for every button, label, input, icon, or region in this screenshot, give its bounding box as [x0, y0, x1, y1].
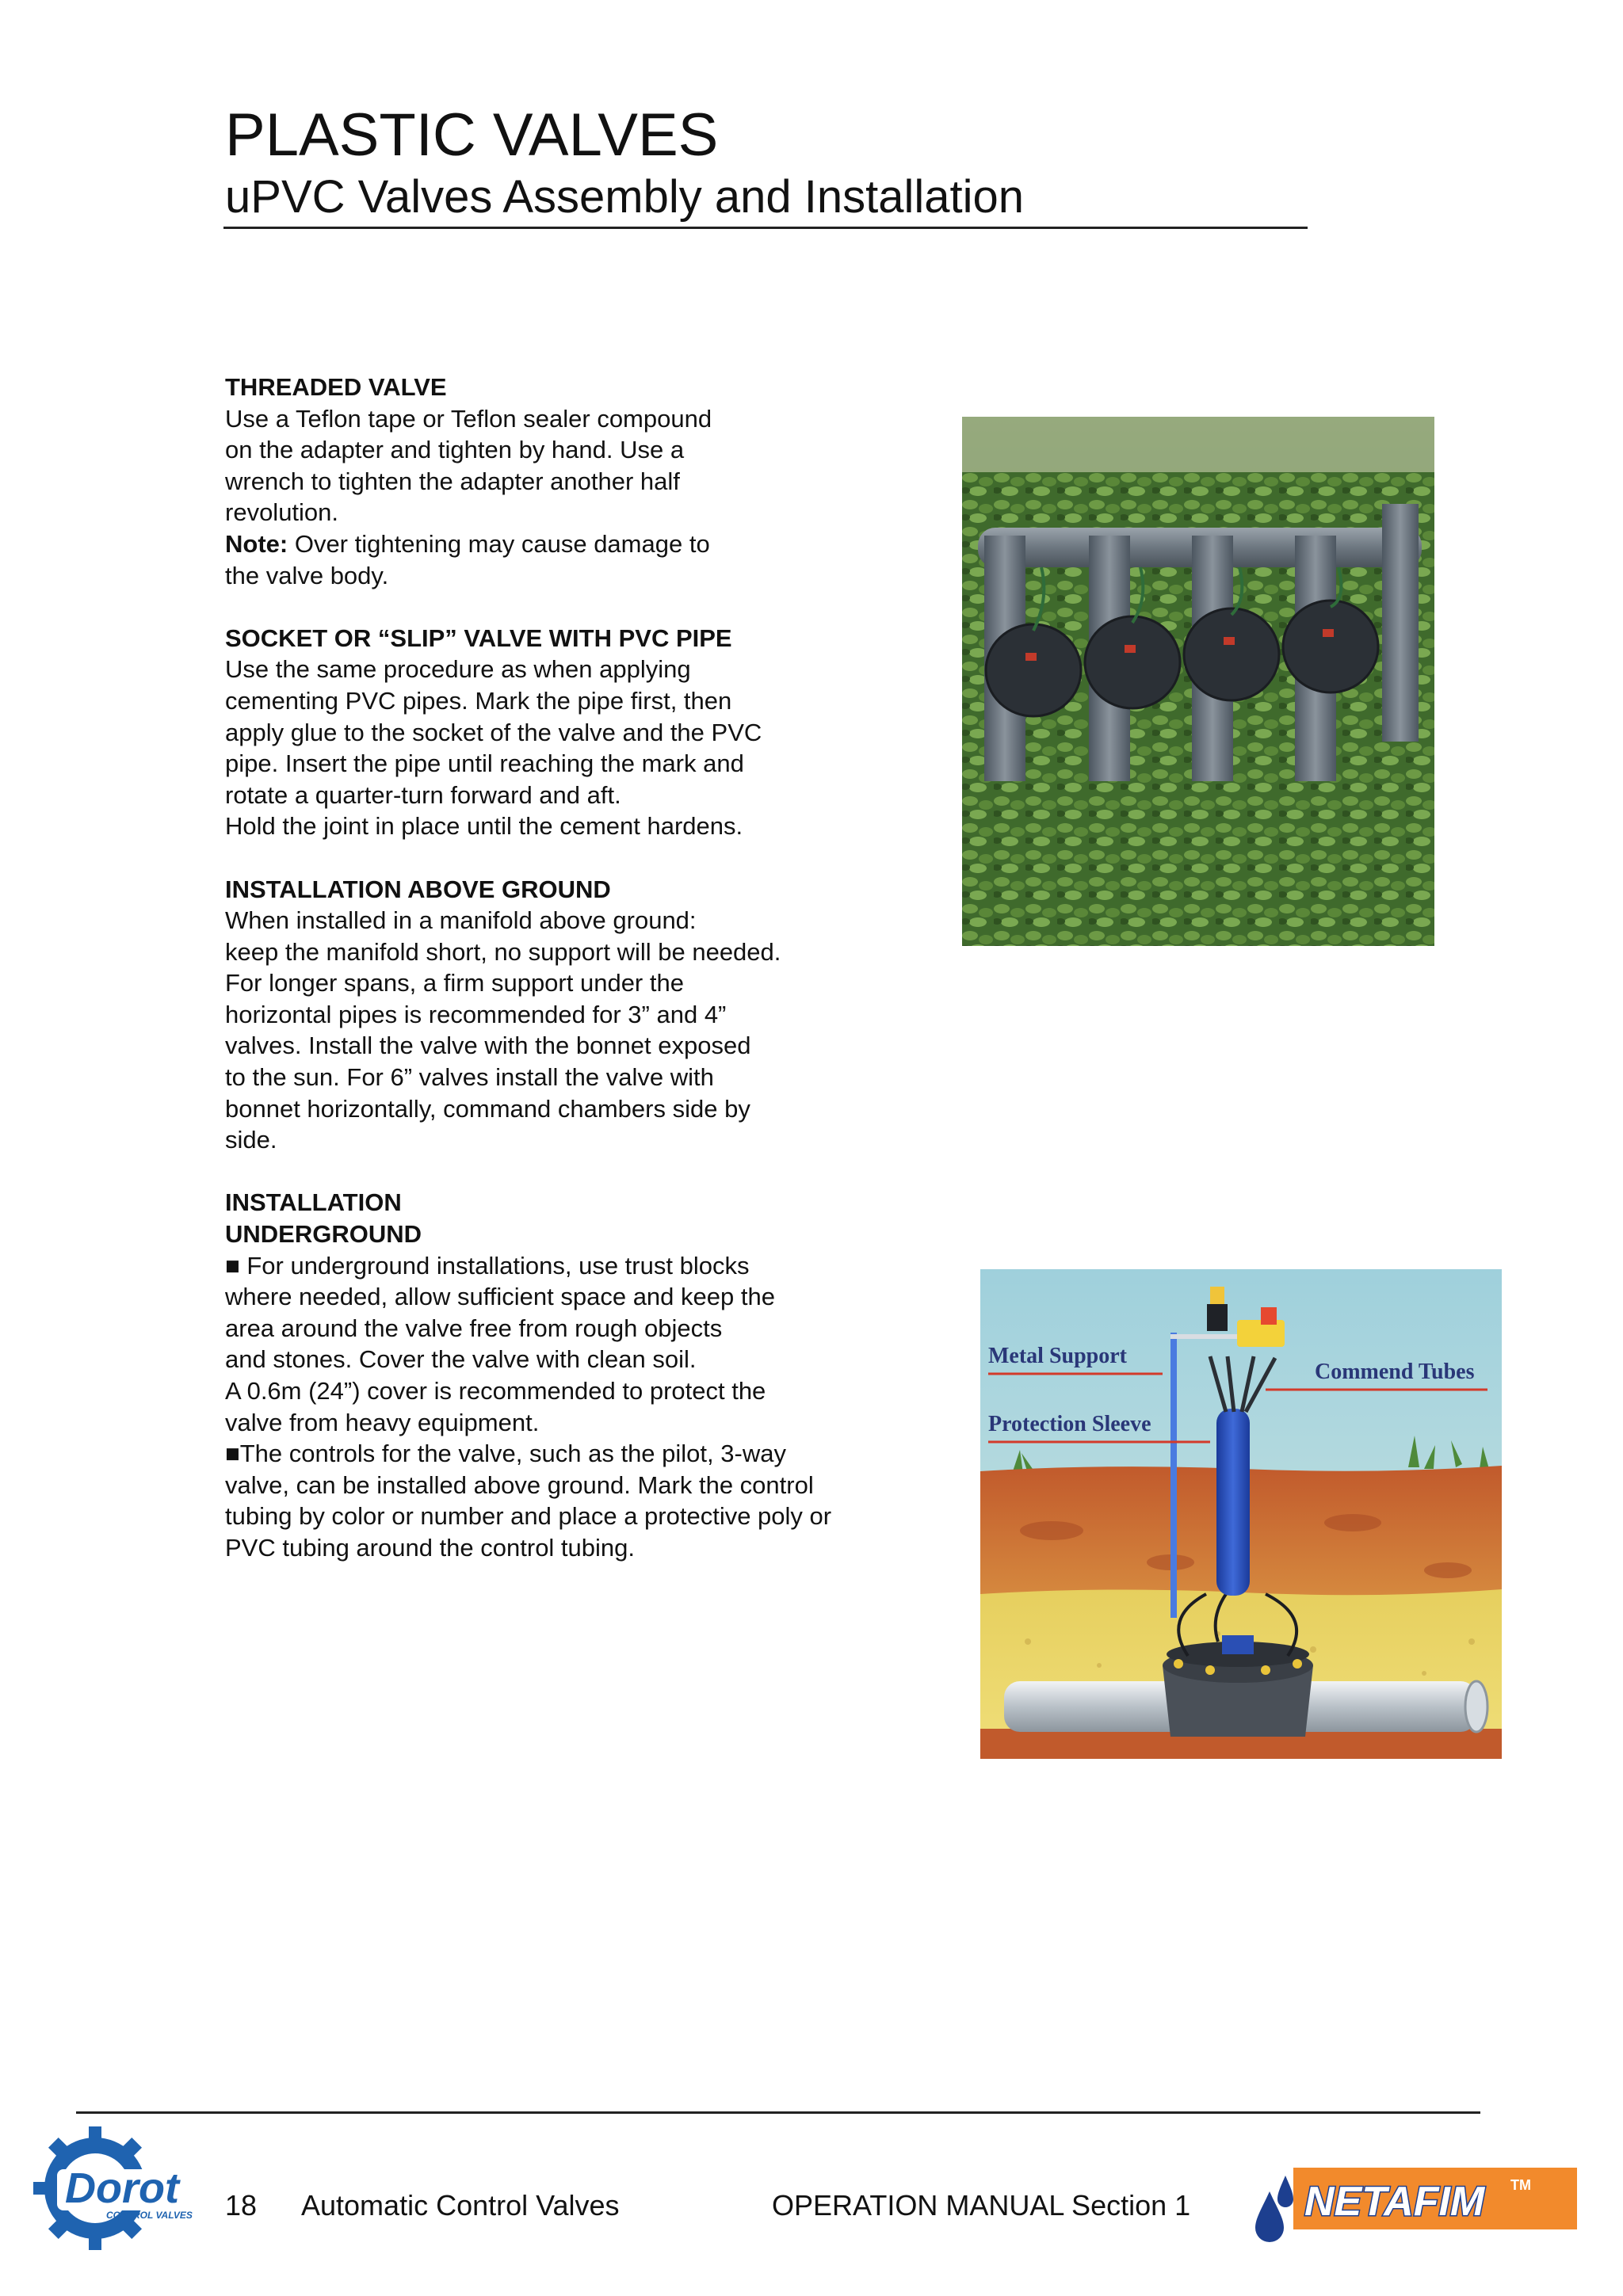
section-heading: INSTALLATION ABOVE GROUND: [225, 875, 611, 903]
small-water-drop-icon: [1277, 2176, 1293, 2207]
dorot-logo-subtext: CONTROL VALVES: [106, 2210, 193, 2221]
section-socket-valve: [225, 623, 938, 842]
section-threaded-valve: [225, 372, 938, 591]
netafim-trademark: TM: [1510, 2177, 1531, 2193]
dorot-logo: [33, 2125, 208, 2250]
footer-section-label: OPERATION MANUAL Section 1: [772, 2189, 1191, 2222]
valve-manifold-photo: [962, 417, 1434, 946]
note-text: Over tightening may cause damage to the valve body.: [225, 529, 710, 589]
instructions-column: [225, 372, 938, 1595]
footer-divider: [76, 2111, 1480, 2114]
section-note: [225, 528, 938, 591]
netafim-logo: [1246, 2160, 1579, 2255]
underground-installation-diagram: [980, 1269, 1502, 1759]
page-subtitle: uPVC Valves Assembly and Installation: [225, 171, 1025, 223]
section-above-ground: [225, 874, 938, 1156]
protection-sleeve-label: Protection Sleeve: [988, 1412, 1151, 1436]
page-title: PLASTIC VALVES: [225, 101, 719, 169]
section-body: ■ For underground installations, use trust blocks where needed, allow sufficient space and keep the area around the valve free from rough objects and stones. Cover the valve with clean soil. A 0.6m (24”) cover is recommended to protect the valve from heavy equipment. ■The controls for the valve, such as the pilot, 3-way valve, can be installed above ground. Mark the control tubing by color or number and place a protective poly or PVC tubing around the control tubing.: [225, 1251, 832, 1562]
section-underground: [225, 1187, 938, 1563]
section-body: When installed in a manifold above ground: keep the manifold short, no support will be needed. For longer spans, a firm support under the horizontal pipes is recommended for 3” and 4” valves. Install the valve with the bonnet exposed to the sun. For 6” valves install the valve with bonnet horizontally, command chambers side by side.: [225, 906, 781, 1154]
note-label: Note:: [225, 529, 288, 558]
title-divider: [223, 227, 1308, 229]
netafim-logo-text: NETAFIM: [1304, 2179, 1485, 2225]
section-body: Use a Teflon tape or Teflon sealer compound on the adapter and tighten by hand. Use a wrench to tighten the adapter another half revolution.: [225, 404, 712, 527]
commend-tubes-label: Commend Tubes: [1315, 1360, 1475, 1384]
section-heading: SOCKET OR “SLIP” VALVE WITH PVC PIPE: [225, 624, 732, 652]
dorot-logo-text: Dorot: [65, 2164, 179, 2212]
section-heading: THREADED VALVE: [225, 373, 447, 401]
metal-support-label: Metal Support: [988, 1344, 1127, 1368]
footer-document-title: Automatic Control Valves: [301, 2189, 620, 2222]
section-heading: INSTALLATION UNDERGROUND: [225, 1188, 422, 1249]
page-number: 18: [225, 2189, 258, 2222]
section-body: Use the same procedure as when applying cementing PVC pipes. Mark the pipe first, then apply glue to the socket of the valve and the PVC pipe. Insert the pipe until reaching the mark and rotate a quarter-turn forward and aft. Hold the joint in place until the cement hardens.: [225, 655, 762, 841]
